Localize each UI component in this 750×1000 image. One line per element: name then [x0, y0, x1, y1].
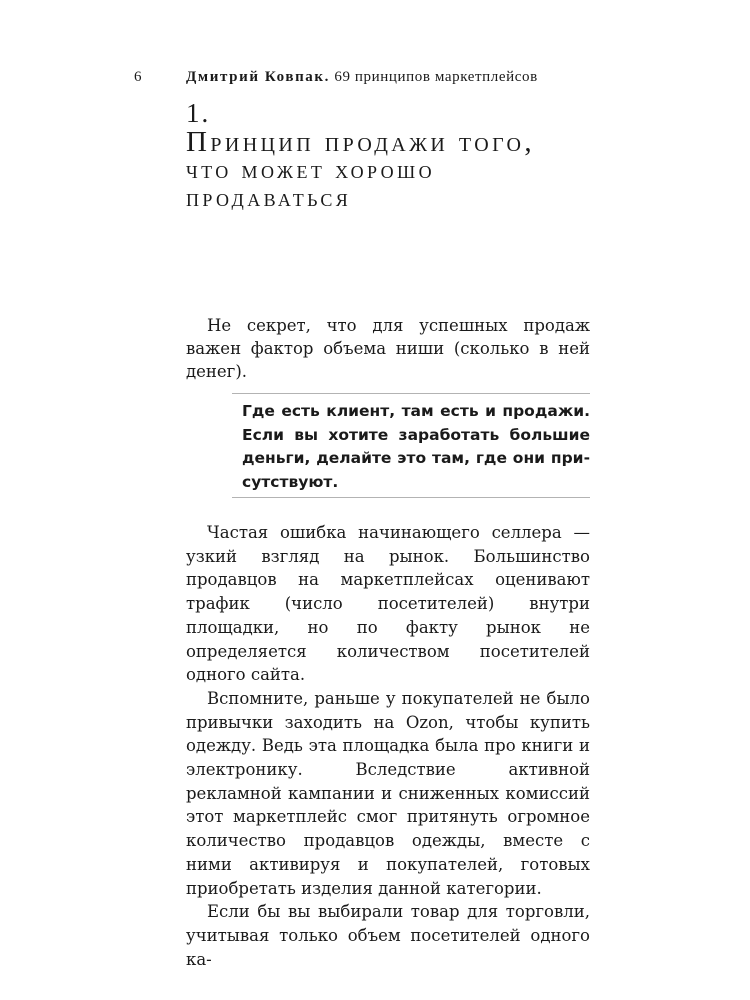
- intro-paragraph-block: [186, 314, 590, 383]
- chapter-title-line: что может хорошо: [186, 155, 435, 184]
- intro-paragraph: Не секрет, что для успешных продаж важен фактор объема ниши (сколько в ней денег).: [186, 316, 590, 381]
- callout-top-rule: [232, 393, 590, 394]
- body-paragraph: Если бы вы выбирали товар для торговли, учитывая только объем посетителей одного ка-: [186, 902, 590, 969]
- running-head-author: Дмитрий Ковпак.: [186, 69, 330, 85]
- body-paragraph: Частая ошибка начинающего селлера — узкий взгляд на рынок. Большинство продавцов на маркетплейсах оценивают трафик (число посетителей) внутри площадки, но по факту рынок не определяется количеством посетителей одного сайта.: [186, 523, 590, 685]
- callout-bottom-rule: [232, 497, 590, 498]
- page-number: 6: [134, 69, 142, 85]
- chapter-title-line: продаваться: [186, 183, 352, 212]
- running-head-book-title: 69 принципов маркетплейсов: [334, 69, 538, 85]
- callout-quote: Где есть клиент, там есть и продажи. Если вы хотите заработать большие деньги, делайте это там, где они присутствуют.: [242, 402, 590, 491]
- chapter-number: 1.: [186, 98, 211, 128]
- chapter-title: [186, 128, 535, 212]
- running-head: [186, 69, 538, 86]
- chapter-title-line: Принцип продажи того,: [186, 126, 536, 158]
- body-text: [186, 521, 590, 971]
- body-paragraph: Вспомните, раньше у покупателей не было привычки заходить на Ozon, чтобы купить одежду. Ведь эта площадка была про книги и электронику. Вследствие активной рекламной кампании и сниженных комиссий этот маркетплейс смог притянуть огромное количество продавцов одежды, вместе с ними активируя и покупателей, готовых приобретать изделия данной категории.: [186, 688, 590, 898]
